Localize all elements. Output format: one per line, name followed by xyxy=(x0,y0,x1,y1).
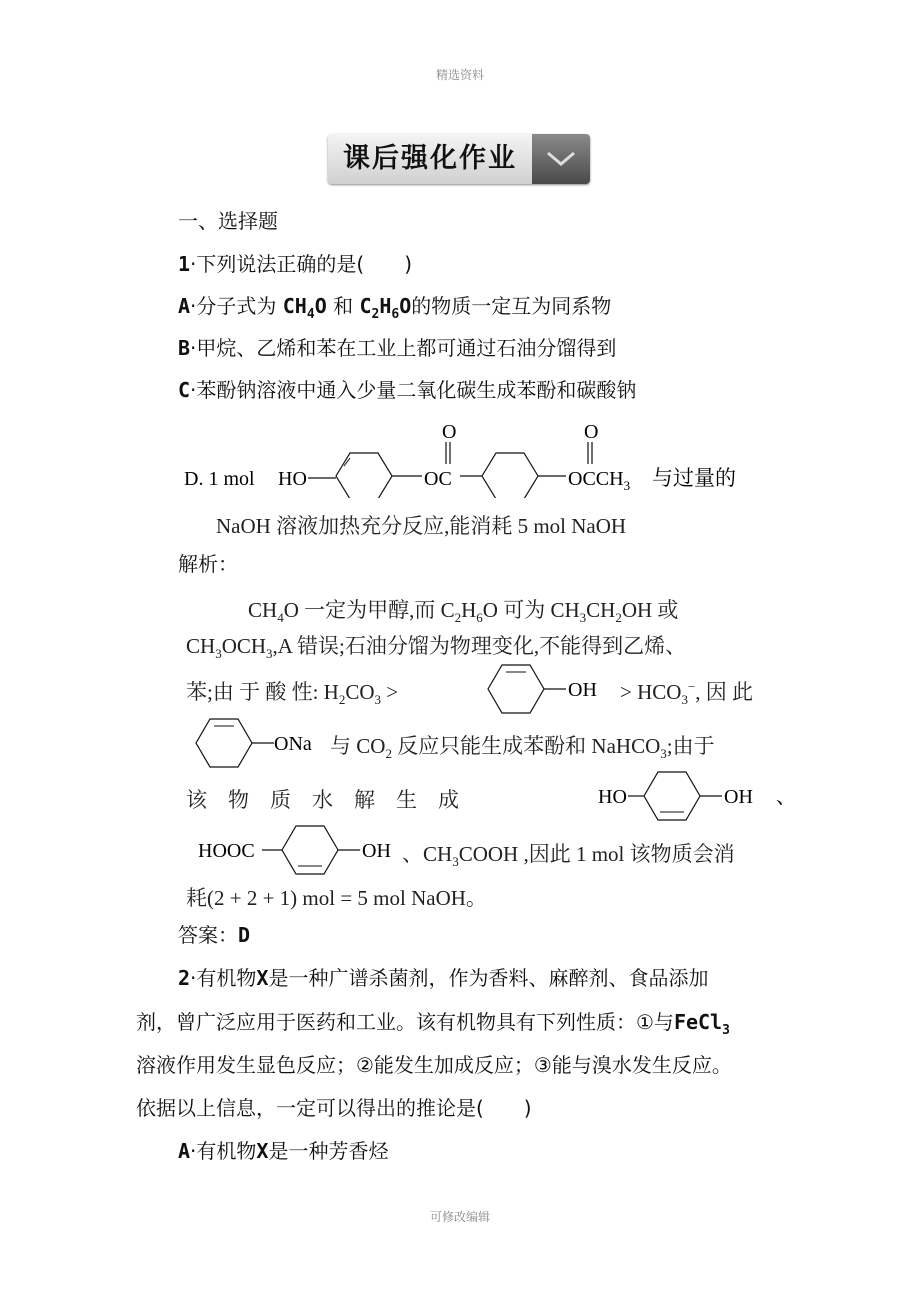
svg-text:O: O xyxy=(442,421,457,443)
formula-ch4o: $CH_4O$ xyxy=(282,294,327,322)
option-text: 分子式为 xyxy=(196,294,277,318)
q2-line-4: 依据以上信息，一定可以得出的推论是( ) xyxy=(136,1096,532,1120)
explanation-line-7: 耗(2 + 2 + 1) mol = 5 mol NaOH。 xyxy=(186,886,487,910)
q2-line-1: 2·有机物X是一种广谱杀菌剂，作为香料、麻醉剂、食品添加 xyxy=(178,966,709,990)
svg-text:OH: OH xyxy=(568,679,597,701)
q1-option-d-line2: NaOH 溶液加热充分反应,能消耗 5 mol NaOH xyxy=(216,514,627,538)
svg-text:OH: OH xyxy=(362,840,391,862)
q1-option-a: A·分子式为 $CH_4O$ 和 $C_2H_6O$的物质一定互为同系物 xyxy=(178,294,612,322)
option-label: C xyxy=(178,378,191,402)
hydroquinone-structure xyxy=(598,766,798,826)
section-title: 一、选择题 xyxy=(178,209,278,233)
option-text: 和 xyxy=(333,294,354,318)
q1-option-c: C·苯酚钠溶液中通入少量二氧化碳生成苯酚和碳酸钠 xyxy=(178,378,637,402)
formula-c2h6o: $C_2H_6O$ xyxy=(359,294,412,322)
q1-stem: 1·下列说法正确的是( ) xyxy=(178,252,413,276)
svg-text:OH: OH xyxy=(724,786,753,808)
explanation-line-3a: 苯;由 于 酸 性: $H_2CO_3$ > xyxy=(186,680,399,708)
option-label: A xyxy=(178,294,191,318)
q2-line-3: 溶液作用发生显色反应；②能发生加成反应；③能与溴水发生反应。 xyxy=(136,1053,732,1077)
svg-text:HOOC: HOOC xyxy=(198,840,255,862)
section-banner xyxy=(328,134,590,184)
chevron-down-icon xyxy=(532,134,590,184)
q2-number: 2 xyxy=(178,966,191,990)
q1-number: 1 xyxy=(178,252,191,276)
svg-text:、: 、 xyxy=(776,786,796,808)
svg-text:OCCH3: $OCCH_3$ xyxy=(568,468,631,493)
option-text: 甲烷、乙烯和苯在工业上都可通过石油分馏得到 xyxy=(196,336,617,360)
option-label: A xyxy=(178,1139,191,1163)
svg-text:O: O xyxy=(584,421,599,443)
svg-text:HO: HO xyxy=(278,468,307,490)
answer-line xyxy=(178,922,250,948)
phenol-structure xyxy=(484,660,624,718)
q2-option-a: A·有机物X是一种芳香烃 xyxy=(178,1139,389,1163)
explanation-line-3b: > $HCO_3^-$, 因 此 xyxy=(620,679,754,708)
svg-text:HO: HO xyxy=(598,786,627,808)
answer-label: 答案： xyxy=(178,923,238,947)
option-label: B xyxy=(178,336,191,360)
option-text: 苯酚钠溶液中通入少量二氧化碳生成苯酚和碳酸钠 xyxy=(196,378,637,402)
svg-text:与过量的: 与过量的 xyxy=(652,466,736,490)
q2-line-2: 剂，曾广泛应用于医药和工业。该有机物具有下列性质：①与FeCl$_3$ xyxy=(136,1010,730,1038)
q1-option-b: B·甲烷、乙烯和苯在工业上都可通过石油分馏得到 xyxy=(178,336,617,360)
q1-option-d-structure xyxy=(178,418,778,498)
page-header: 精选资料 xyxy=(435,68,484,82)
svg-text:D. 1 mol: D. 1 mol xyxy=(184,468,255,490)
svg-text:OC: OC xyxy=(424,468,452,490)
svg-text:ONa: ONa xyxy=(274,733,312,755)
option-text: 的物质一定互为同系物 xyxy=(411,294,612,318)
sodium-phenoxide-structure xyxy=(192,714,332,772)
q1-text: 下列说法正确的是( ) xyxy=(196,252,413,276)
banner-title: 课后强化作业 xyxy=(343,143,517,174)
page-footer: 可修改编辑 xyxy=(429,1210,490,1224)
hydroxybenzoic-acid-structure xyxy=(198,820,408,880)
explanation-line-2: $CH_3OCH_3,A$ 错误;石油分馏为物理变化,不能得到乙烯、 xyxy=(186,634,687,662)
explanation-line-1: $CH_4O$ 一定为甲醇,而 $C_2H_6O$ 可为 $CH_3CH_2OH$ 或 xyxy=(248,598,679,626)
answer-value: D xyxy=(238,923,251,947)
explanation-line-5: 该 物 质 水 解 生 成 xyxy=(186,788,459,812)
explanation-line-6: 、$CH_3COOH$ ,因此 1 mol 该物质会消 xyxy=(402,842,735,870)
explanation-line-4: 与 $CO_2$ 反应只能生成苯酚和 NaHCO$_3$;由于 xyxy=(330,734,715,762)
analysis-label: 解析： xyxy=(178,552,238,576)
